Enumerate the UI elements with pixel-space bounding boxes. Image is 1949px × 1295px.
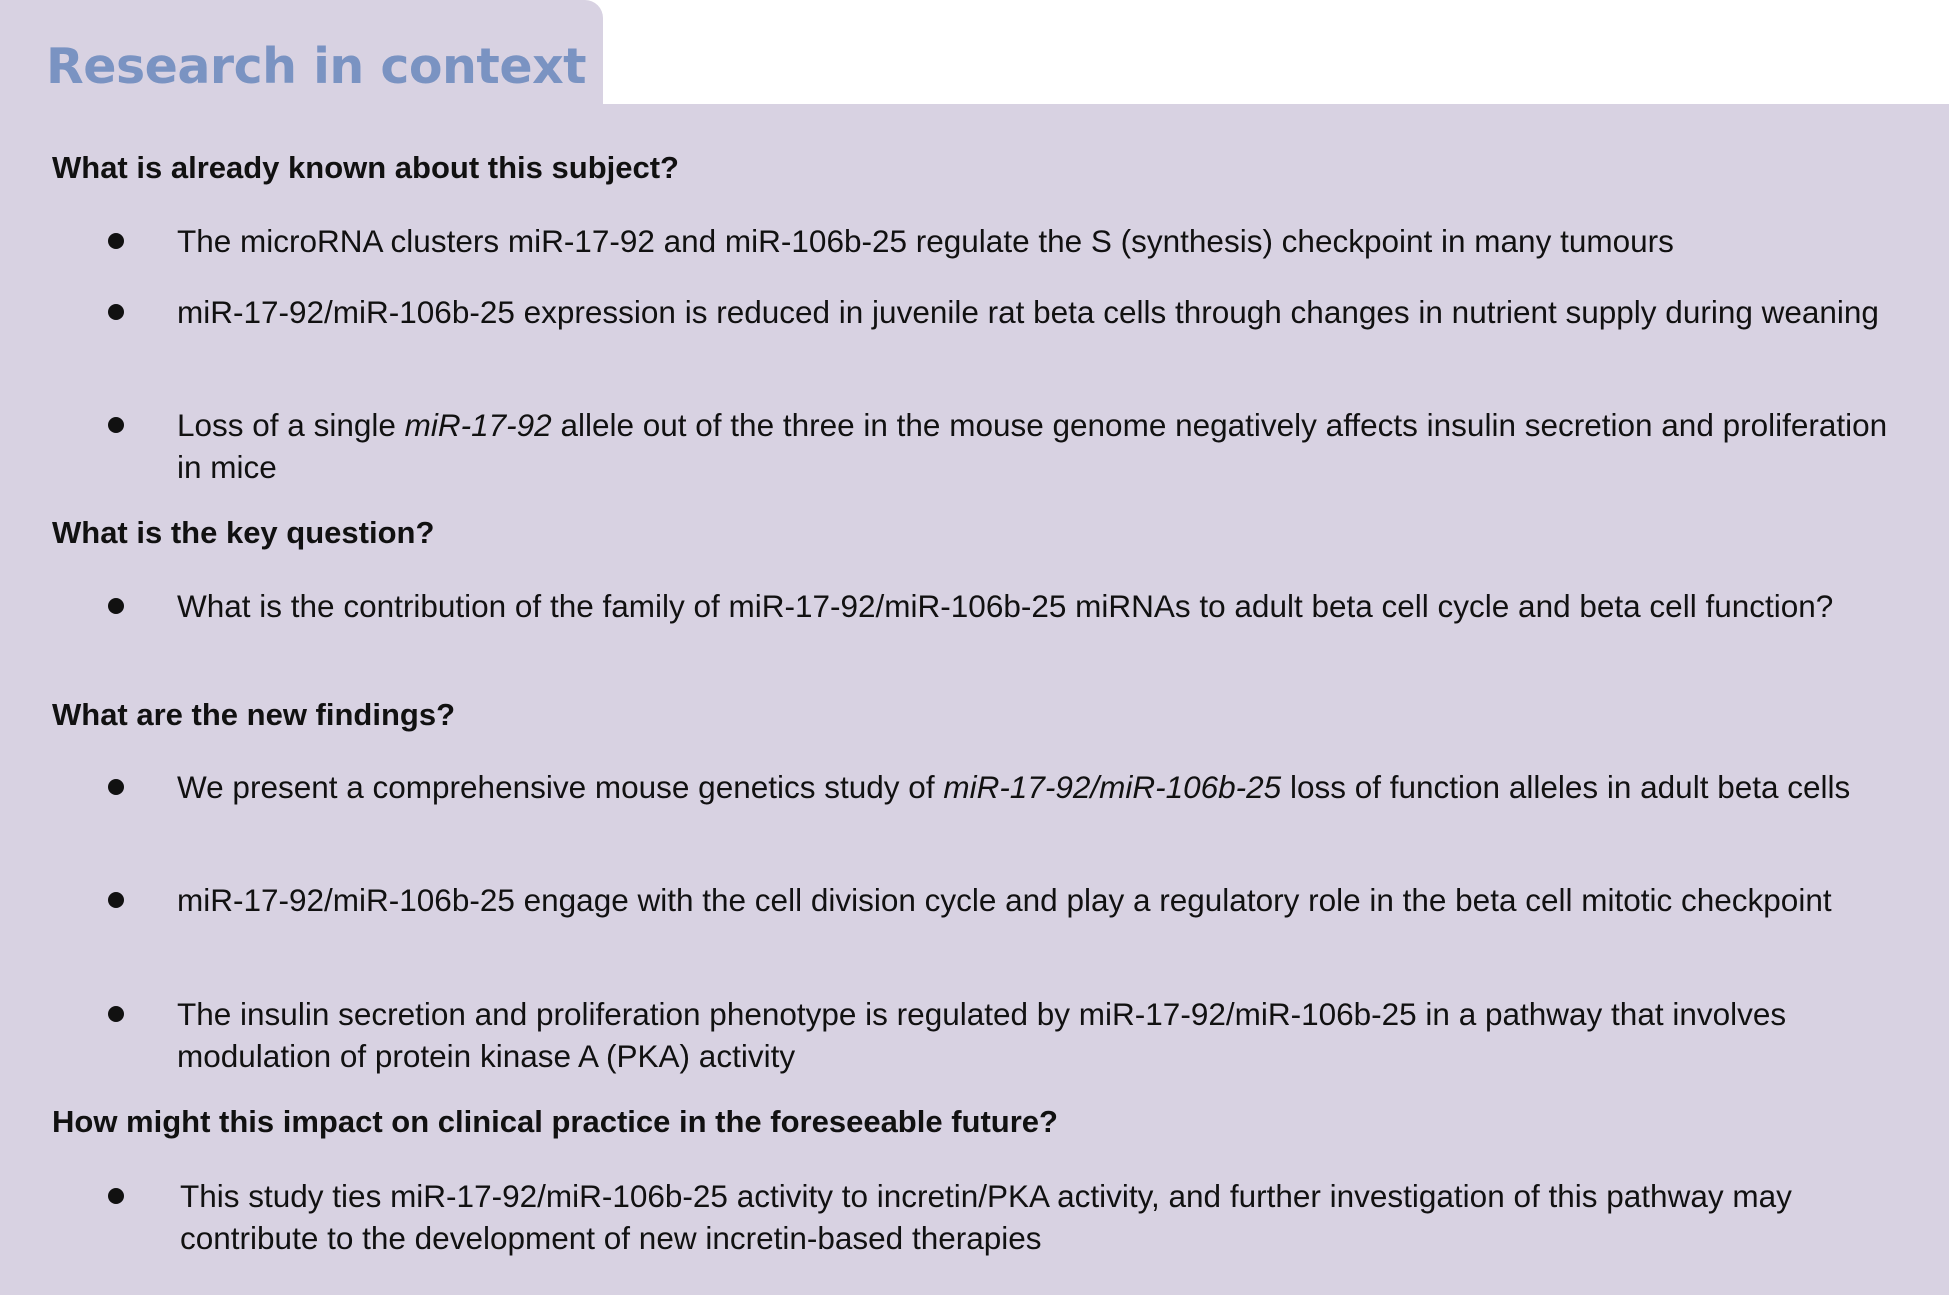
item-text-part: The insulin secretion and proliferation phenotype is regulated by miR-17-92/miR-106b-25 in a pathway that involves modulation of protein kinase A (PKA) activity [177, 996, 1787, 1074]
item-text-part: We present a comprehensive mouse genetics study of [177, 769, 944, 805]
section-heading-clinical-impact: How might this impact on clinical practice in the foreseeable future? [52, 1104, 1058, 1139]
list-item [177, 220, 1897, 262]
bullet-point [108, 598, 124, 614]
item-text-part: What is the contribution of the family of miR-17-92/miR-106b-25 miRNAs to adult beta cell cycle and beta cell function? [177, 588, 1834, 624]
section-heading-new-findings: What are the new findings? [52, 697, 456, 732]
section-heading-key-question: What is the key question? [52, 515, 435, 550]
list-item [180, 1175, 1900, 1259]
item-text-part: allele out of the three in the mouse genome negatively affects insulin secretion and proliferation in mice [177, 407, 1888, 485]
item-text-part: miR-17-92/miR-106b-25 expression is reduced in juvenile rat beta cells through changes in nutrient supply during weaning [177, 294, 1879, 330]
title-tab [0, 0, 603, 120]
list-item [177, 766, 1897, 808]
item-text-italic: miR-17-92/miR-106b-25 [943, 769, 1282, 805]
bullet-point [108, 1006, 124, 1022]
item-text-part: This study ties miR-17-92/miR-106b-25 activity to incretin/PKA activity, and further investigation of this pathway may contribute to the development of new incretin-based therapies [180, 1178, 1792, 1256]
list-item [177, 993, 1897, 1077]
list-item [177, 879, 1897, 921]
list-item [177, 585, 1897, 627]
item-text-part: loss of function alleles in adult beta cells [1281, 769, 1851, 805]
item-text-part: miR-17-92/miR-106b-25 engage with the cell division cycle and play a regulatory role in the beta cell mitotic checkpoint [177, 882, 1832, 918]
list-item [177, 291, 1897, 333]
box-title: Research in context [46, 38, 587, 95]
bullet-point [108, 892, 124, 908]
list-item [177, 404, 1897, 488]
section-heading-known: What is already known about this subject? [52, 150, 679, 185]
item-text-part: The microRNA clusters miR-17-92 and miR-106b-25 regulate the S (synthesis) checkpoint in many tumours [177, 223, 1674, 259]
item-text-part: Loss of a single [177, 407, 405, 443]
bullet-point [108, 1188, 124, 1204]
item-text-italic: miR-17-92 [404, 407, 552, 443]
bullet-point [108, 233, 124, 249]
bullet-point [108, 779, 124, 795]
bullet-point [108, 417, 124, 433]
bullet-point [108, 304, 124, 320]
